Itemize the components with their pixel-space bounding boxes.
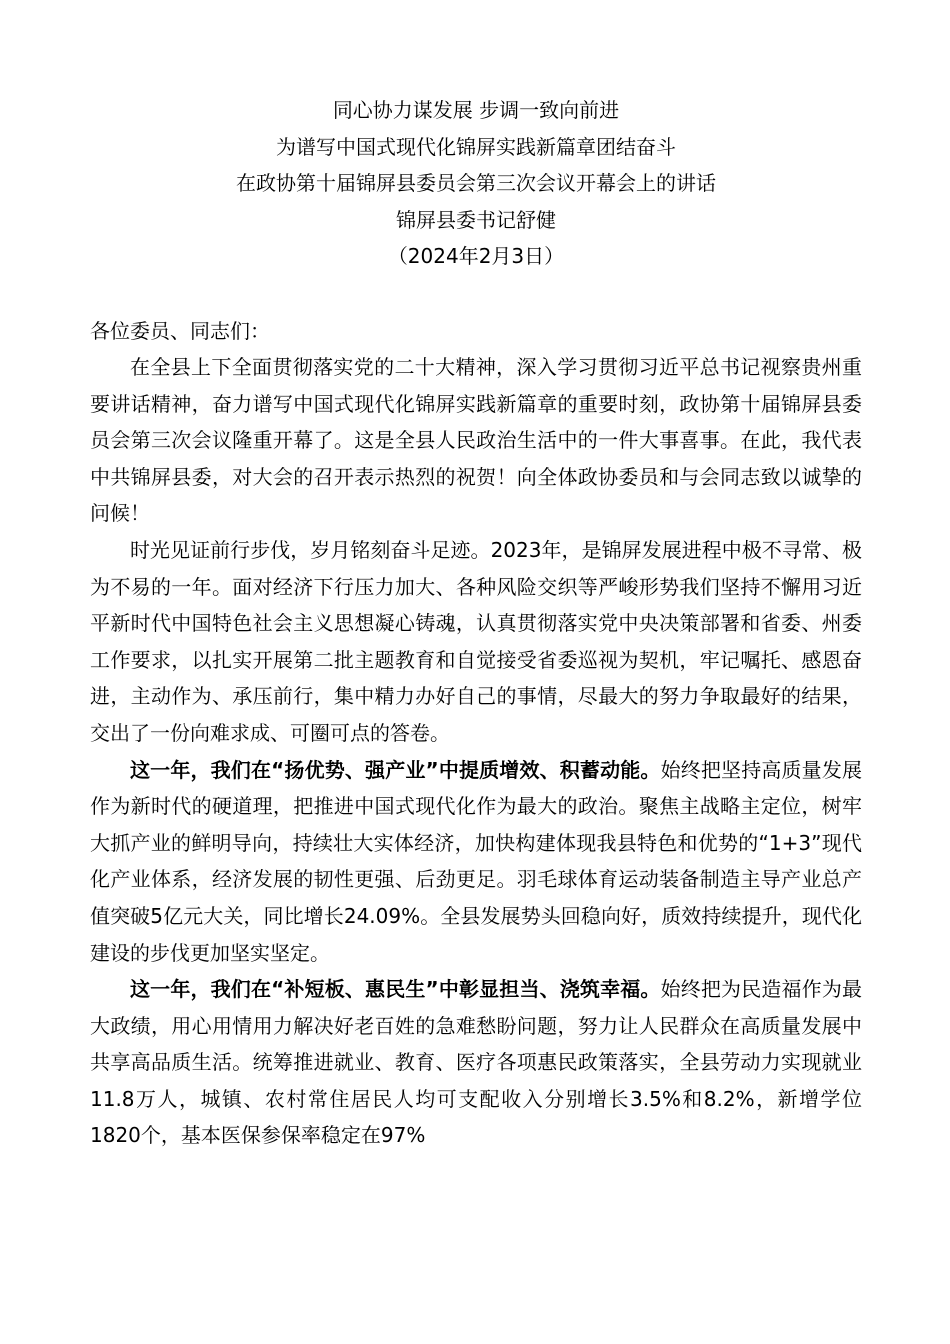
- salutation: 各位委员、同志们：: [90, 318, 270, 343]
- title-block: [90, 92, 862, 275]
- paragraph: [90, 971, 862, 1154]
- main-title: 同心协力谋发展 步调一致向前进: [332, 98, 620, 122]
- speaker: 锦屏县委书记舒健: [396, 207, 556, 232]
- paragraph-lead: 这一年，我们在“补短板、惠民生”中彰显担当、浇筑幸福。: [130, 977, 661, 1002]
- document-page: [90, 92, 862, 1154]
- speech-date: （2024年2月3日）: [387, 244, 565, 268]
- subtitle: 为谱写中国式现代化锦屏实践新篇章团结奋斗: [276, 134, 676, 159]
- paragraph-text: 始终把为民造福作为最大政绩，用心用情用力解决好老百姓的急难愁盼问题，努力让人民群众在高质量发展中共享高品质生活。统筹推进就业、教育、医疗各项惠民政策落实，全县劳动力实现就业11.8万人，城镇、农村常住居民人均可支配收入分别增长3.5%和8.2%，新增学位1820个，基本医保参保率稳定在97%: [90, 977, 863, 1148]
- paragraph-text: 始终把坚持高质量发展作为新时代的硬道理，把推进中国式现代化作为最大的政治。聚焦主战略主定位，树牢大抓产业的鲜明导向，持续壮大实体经济，加快构建体现我县特色和优势的“1+3”现代化产业体系，经济发展的韧性更强、后劲更足。羽毛球体育运动装备制造主导产业总产值突破5亿元大关，同比增长24.09%。全县发展势头回稳向好，质效持续提升，现代化建设的步伐更加坚实坚定。: [90, 757, 863, 965]
- speech-occasion: 在政协第十届锦屏县委员会第三次会议开幕会上的讲话: [236, 171, 716, 195]
- paragraph-text: 时光见证前行步伐，岁月铭刻奋斗足迹。2023年，是锦屏发展进程中极不寻常、极为不易的一年。面对经济下行压力加大、各种风险交织等严峻形势我们坚持不懈用习近平新时代中国特色社会主义思想凝心铸魂，认真贯彻落实党中央决策部署和省委、州委工作要求，以扎实开展第二批主题教育和自觉接受省委巡视为契机，牢记嘱托、感恩奋进，主动作为、承压前行，集中精力办好自己的事情，尽最大的努力争取最好的结果，交出了一份向难求成、可圈可点的答卷。: [90, 537, 862, 745]
- paragraph: [90, 349, 862, 532]
- paragraph-text: 在全县上下全面贯彻落实党的二十大精神，深入学习贯彻习近平总书记视察贵州重要讲话精神，奋力谱写中国式现代化锦屏实践新篇章的重要时刻，政协第十届锦屏县委员会第三次会议隆重开幕了。这是全县人民政治生活中的一件大事喜事。在此，我代表中共锦屏县委，对大会的召开表示热烈的祝贺！向全体政协委员和与会同志致以诚挚的问候！: [90, 355, 862, 526]
- spacer: [90, 275, 862, 313]
- paragraph: [90, 752, 862, 972]
- paragraph: [90, 532, 862, 752]
- paragraph-lead: 这一年，我们在“扬优势、强产业”中提质增效、积蓄动能。: [130, 757, 661, 782]
